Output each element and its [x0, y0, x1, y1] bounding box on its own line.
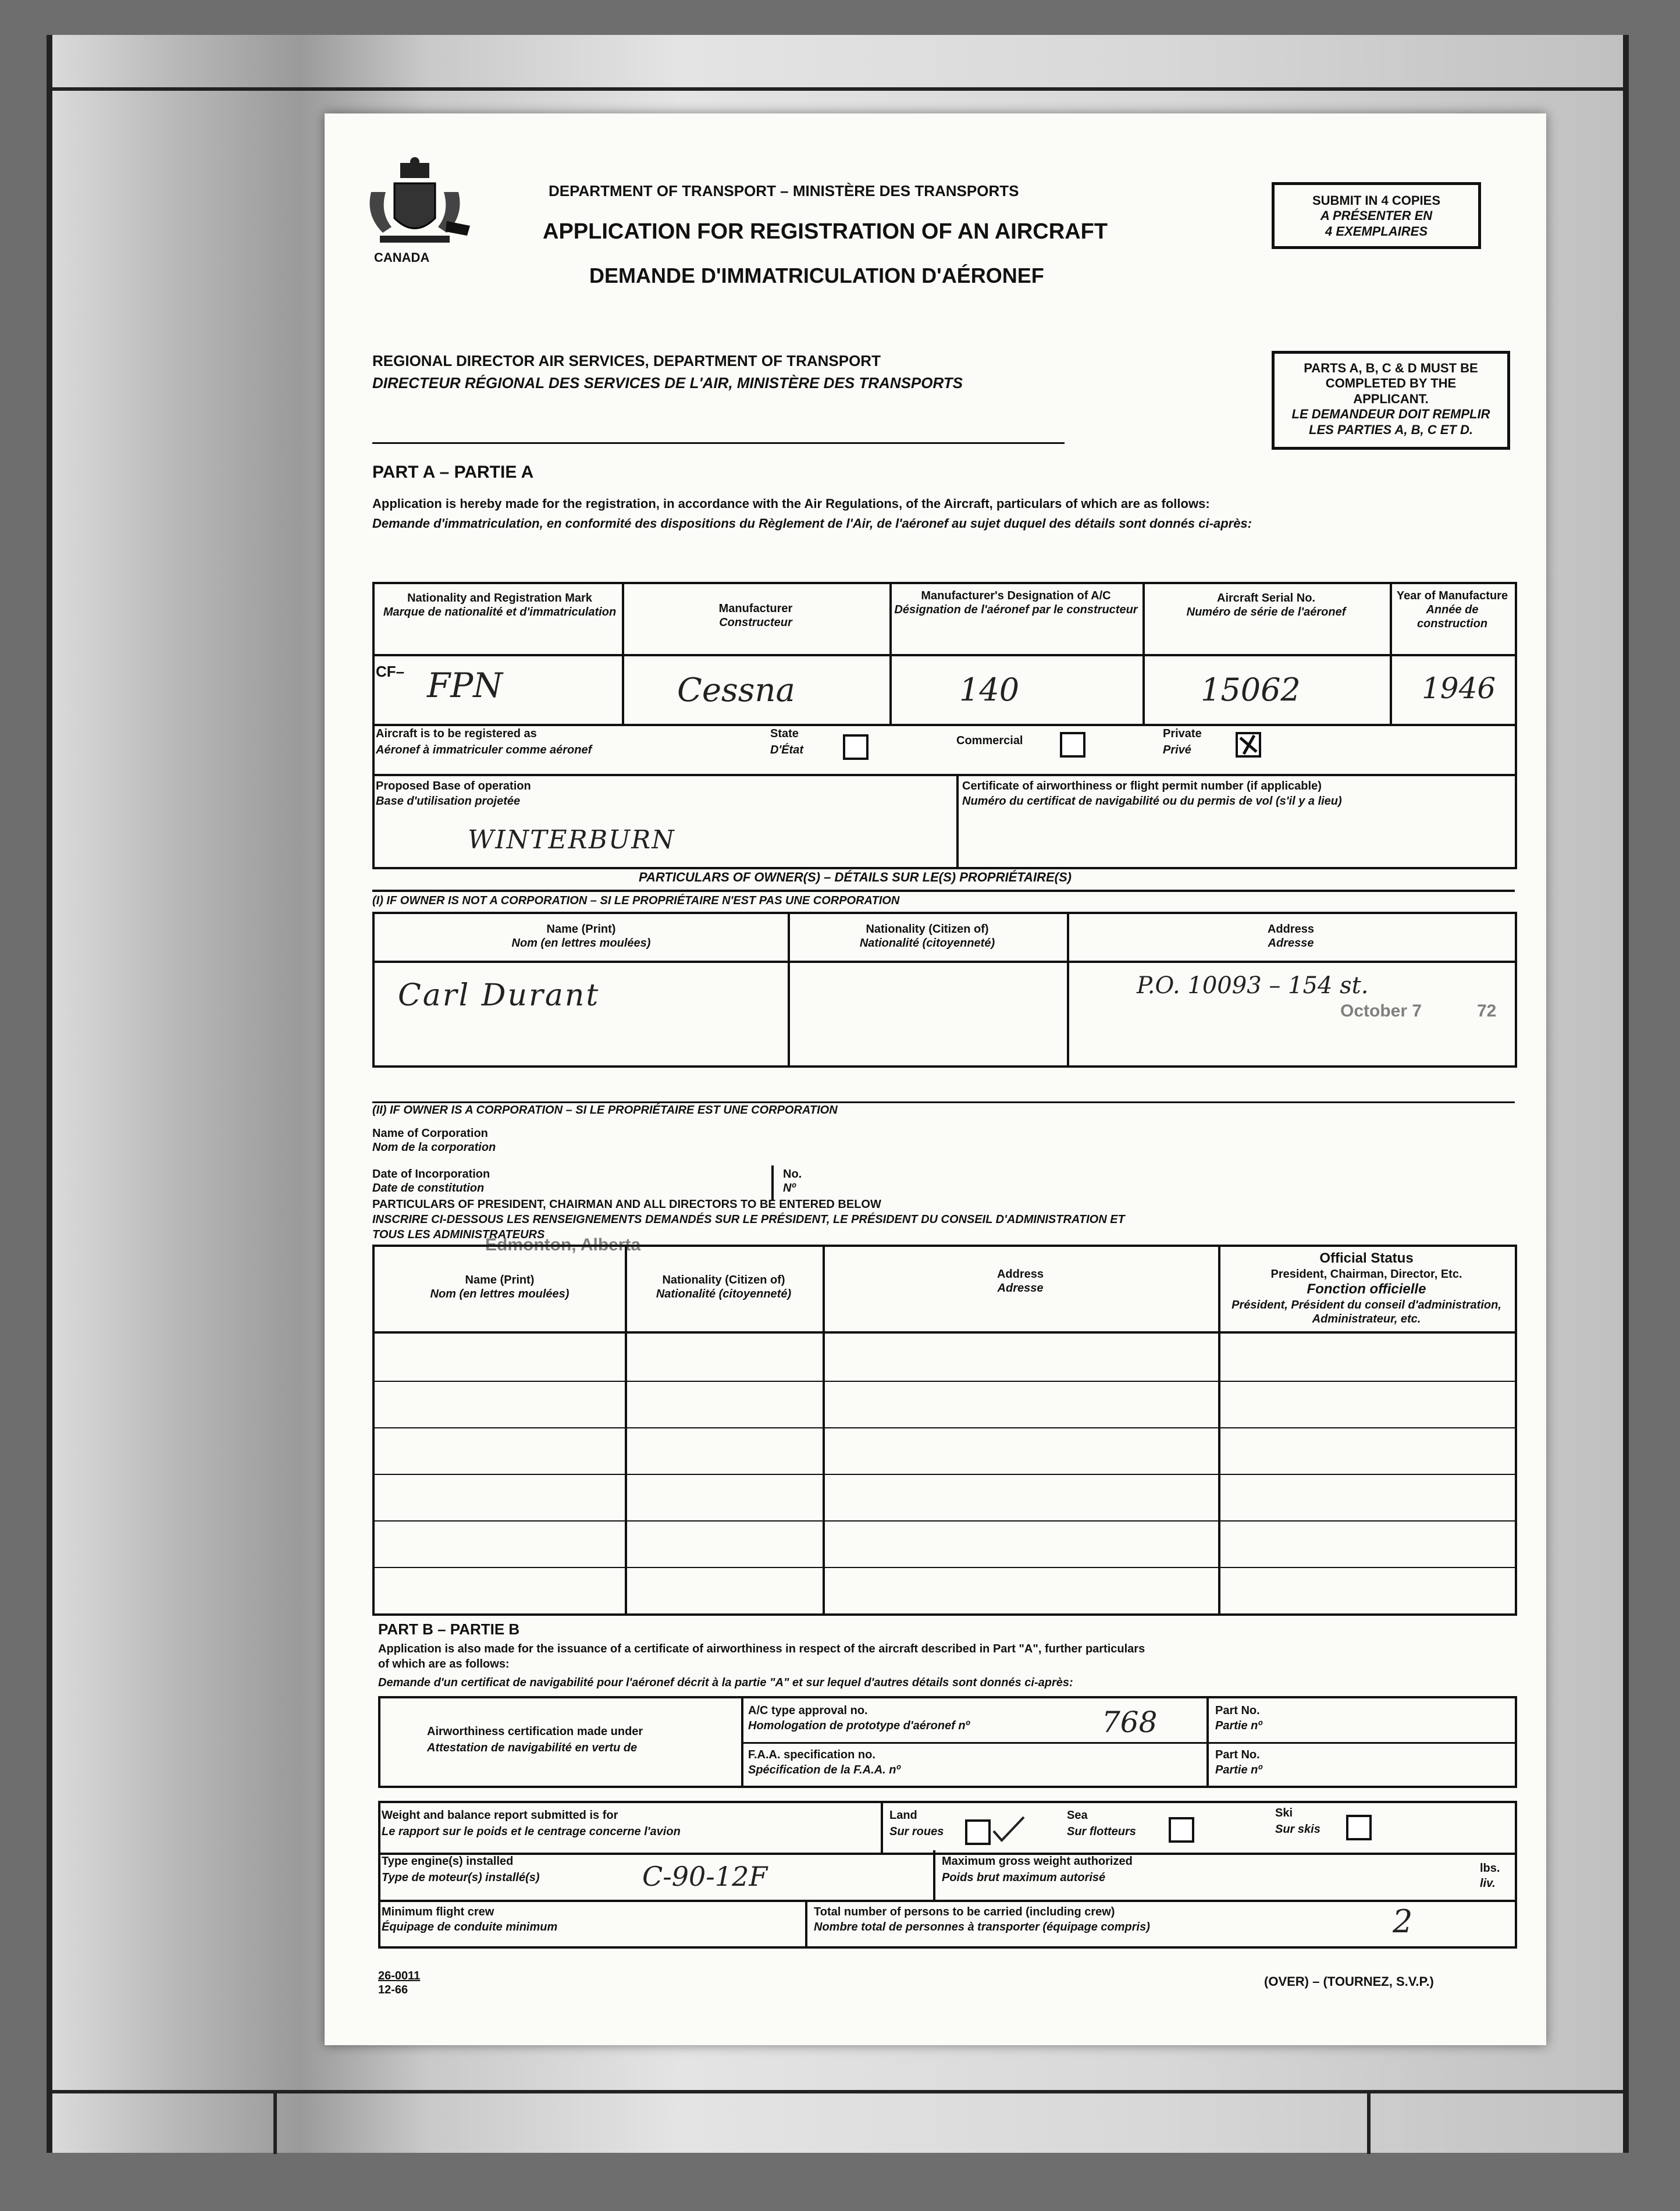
part-no-label-2: Part No. — [1215, 1748, 1260, 1761]
directors-table — [372, 1235, 1517, 1616]
corporation-rule — [372, 1101, 1515, 1103]
no-label-fr: Nº — [783, 1182, 796, 1195]
owner-address-head: Address Adresse — [1267, 923, 1315, 950]
incorporation-label-en: Date of Incorporation — [372, 1168, 490, 1181]
regional-director-en: REGIONAL DIRECTOR AIR SERVICES, DEPARTMENT OF TRANSPORT — [372, 352, 881, 369]
state-label: State — [770, 727, 799, 740]
wb-label-en: Weight and balance report submitted is for — [382, 1809, 618, 1822]
not-corporation-heading: (I) IF OWNER IS NOT A CORPORATION – SI LE PROPRIÉTAIRE N'EST PAS UNE CORPORATION — [372, 894, 900, 907]
parts-line-5: LES PARTIES A, B, C ET D. — [1309, 422, 1473, 437]
film-divider-a — [273, 2090, 277, 2154]
part-no-label-fr-1: Partie nº — [1215, 1719, 1262, 1732]
engine-value[interactable]: C-90-12F — [642, 1861, 768, 1892]
form-title-fr: DEMANDE D'IMMATRICULATION D'AÉRONEF — [589, 264, 1044, 287]
base-certificate-row — [372, 774, 1517, 869]
col-head-registration: Nationality and Registration Mark Marque de nationalité et d'immatriculation — [383, 592, 617, 618]
owners-heading: PARTICULARS OF OWNER(S) – DÉTAILS SUR LE(S) PROPRIÉTAIRE(S) — [639, 870, 1072, 884]
film-frame-right — [1623, 35, 1629, 2153]
mgw-label-fr: Poids brut maximum autorisé — [942, 1871, 1106, 1884]
faa-label: F.A.A. specification no. — [748, 1748, 875, 1761]
submit-line-3: 4 EXEMPLAIRES — [1325, 223, 1428, 239]
mgw-label-en: Maximum gross weight authorized — [942, 1855, 1133, 1868]
owner-address-value[interactable]: P.O. 10093 – 154 st. — [1137, 972, 1369, 999]
private-label-fr: Privé — [1163, 744, 1191, 756]
lbs-label: lbs. — [1480, 1862, 1500, 1875]
form-date: 12-66 — [378, 1983, 408, 1996]
registered-as-label-fr: Aéronef à immatriculer comme aéronef — [376, 744, 592, 756]
form-title-en: APPLICATION FOR REGISTRATION OF AN AIRCRAFT — [543, 219, 1108, 244]
commercial-checkbox[interactable] — [1060, 732, 1085, 758]
film-frame-left — [47, 35, 52, 2153]
directors-heading-fr-2: TOUS LES ADMINISTRATEURS — [372, 1228, 545, 1241]
part-b-heading: PART B – PARTIE B — [378, 1620, 520, 1638]
engine-label-en: Type engine(s) installed — [382, 1855, 514, 1868]
col-head-year: Year of Manufacture Année de construction — [1396, 589, 1508, 630]
base-label-en: Proposed Base of operation — [376, 780, 531, 792]
weight-balance-row — [378, 1801, 1517, 1855]
corp-name-label-en: Name of Corporation — [372, 1127, 488, 1140]
manufacturer-value[interactable]: Cessna — [677, 671, 795, 709]
part-b-intro-en-2: of which are as follows: — [378, 1658, 510, 1670]
canada-label: CANADA — [374, 250, 430, 265]
canada-coat-of-arms-logo — [360, 157, 476, 271]
directors-heading-fr-1: INSCRIRE CI-DESSOUS LES RENSEIGNEMENTS DEMANDÉS SUR LE PRÉSIDENT, LE PRÉSIDENT DU CONSEIL D'ADMINISTRATION ET — [372, 1213, 1125, 1226]
state-checkbox[interactable] — [843, 734, 869, 760]
director-address-head: Address Adresse — [996, 1268, 1044, 1295]
crew-label-en: Minimum flight crew — [382, 1906, 494, 1918]
parts-line-4: LE DEMANDEUR DOIT REMPLIR — [1291, 407, 1490, 422]
col-head-serial: Aircraft Serial No. Numéro de série de l'aéronef — [1186, 592, 1346, 618]
col-head-designation: Manufacturer's Designation of A/C Désignation de l'aéronef par le constructeur — [894, 589, 1138, 616]
corp-name-label-fr: Nom de la corporation — [372, 1141, 496, 1154]
year-value[interactable]: 1946 — [1422, 671, 1496, 705]
parts-line-1: PARTS A, B, C & D MUST BE — [1304, 361, 1478, 375]
corporation-heading: (II) IF OWNER IS A CORPORATION – SI LE PROPRIÉTAIRE EST UNE CORPORATION — [372, 1104, 838, 1117]
land-checkbox[interactable] — [965, 1819, 991, 1845]
form-number: 26-0011 — [378, 1970, 421, 1982]
film-frame-top — [47, 87, 1629, 91]
part-b-intro-en-1: Application is also made for the issuance of a certificate of airworthiness in respect of the aircraft described in Part "A", further particulars — [378, 1643, 1145, 1655]
sea-label-fr: Sur flotteurs — [1067, 1825, 1136, 1838]
film-frame-bottom — [47, 2090, 1629, 2093]
wb-label-fr: Le rapport sur le poids et le centrage concerne l'avion — [382, 1825, 681, 1838]
registered-as-row — [372, 721, 1517, 776]
sea-label: Sea — [1067, 1809, 1088, 1822]
sea-checkbox[interactable] — [1169, 1817, 1194, 1843]
stamp-edmonton: Edmonton, Alberta — [485, 1235, 641, 1254]
ski-checkbox[interactable] — [1346, 1815, 1372, 1840]
director-name-head: Name (Print) Nom (en lettres moulées) — [430, 1274, 570, 1300]
parts-required-box — [1272, 351, 1510, 450]
no-label: No. — [783, 1168, 802, 1181]
persons-label-fr: Nombre total de personnes à transporter (équipage compris) — [814, 1921, 1150, 1933]
land-label: Land — [889, 1809, 917, 1822]
part-b-intro-fr: Demande d'un certificat de navigabilité pour l'aéronef décrit à la partie "A" et sur lequel d'autres détails sont donnés ci-après: — [378, 1676, 1073, 1689]
over-note: (OVER) – (TOURNEZ, S.V.P.) — [1264, 1974, 1434, 1989]
engine-label-fr: Type de moteur(s) installé(s) — [382, 1871, 540, 1884]
certificate-label-en: Certificate of airworthiness or flight permit number (if applicable) — [962, 780, 1322, 792]
land-checkmark-icon — [991, 1815, 1026, 1844]
type-approval-label: A/C type approval no. — [748, 1704, 868, 1717]
commercial-label: Commercial — [956, 734, 1023, 747]
crew-label-fr: Équipage de conduite minimum — [382, 1921, 558, 1933]
airworthiness-table — [378, 1696, 1517, 1788]
ski-label: Ski — [1275, 1807, 1293, 1819]
submit-line-1: SUBMIT IN 4 COPIES — [1312, 193, 1441, 208]
designation-value[interactable]: 140 — [959, 671, 1020, 708]
owner-name-head: Name (Print) Nom (en lettres moulées) — [511, 923, 651, 950]
serial-value[interactable]: 15062 — [1201, 671, 1301, 708]
checkmark-icon — [1238, 734, 1259, 755]
type-approval-label-fr: Homologation de prototype d'aéronef nº — [748, 1719, 970, 1732]
registration-mark-value[interactable]: FPN — [427, 666, 503, 705]
engine-row — [378, 1850, 1517, 1902]
base-value[interactable]: WINTERBURN — [468, 825, 675, 855]
private-label: Private — [1163, 727, 1202, 740]
owner-name-value[interactable]: Carl Durant — [398, 978, 600, 1013]
parts-line-2: COMPLETED BY THE — [1325, 376, 1457, 391]
regional-director-fr: DIRECTEUR RÉGIONAL DES SERVICES DE L'AIR, MINISTÈRE DES TRANSPORTS — [372, 374, 963, 392]
parts-line-3: APPLICANT. — [1353, 391, 1429, 406]
certificate-label-fr: Numéro du certificat de navigabilité ou du permis de vol (s'il y a lieu) — [962, 795, 1342, 808]
directors-heading-en: PARTICULARS OF PRESIDENT, CHAIRMAN AND ALL DIRECTORS TO BE ENTERED BELOW — [372, 1198, 881, 1211]
part-a-intro-en: Application is hereby made for the registration, in accordance with the Air Regulations, of the Aircraft, particulars of which are as follows: — [372, 496, 1210, 511]
aw-label-fr: Attestation de navigabilité en vertu de — [427, 1741, 638, 1754]
private-checkbox[interactable] — [1236, 732, 1261, 758]
director-status-head: Official Status President, Chairman, Director, Etc. Fonction officielle Président, Président du conseil d'administration, Administrateur, etc. — [1231, 1250, 1501, 1325]
corp-divider — [771, 1165, 774, 1200]
type-approval-value[interactable]: 768 — [1102, 1705, 1158, 1739]
crew-row — [378, 1900, 1517, 1949]
liv-label: liv. — [1480, 1877, 1496, 1890]
submit-copies-box — [1272, 182, 1481, 249]
film-divider-b — [1367, 2090, 1371, 2154]
registered-as-label-en: Aircraft is to be registered as — [376, 727, 537, 740]
persons-value[interactable]: 2 — [1393, 1903, 1413, 1940]
stamp-october: October 7 — [1340, 1001, 1422, 1021]
submit-line-2: A PRÉSENTER EN — [1320, 208, 1433, 223]
owner-table — [372, 912, 1517, 1068]
part-a-intro-fr: Demande d'immatriculation, en conformité des dispositions du Règlement de l'Air, de l'aéronef au sujet duquel des détails sont donnés ci-après: — [372, 516, 1252, 531]
state-label-fr: D'État — [770, 744, 803, 756]
director-nationality-head: Nationality (Citizen of) Nationalité (citoyenneté) — [656, 1274, 792, 1300]
base-label-fr: Base d'utilisation projetée — [376, 795, 521, 808]
ski-label-fr: Sur skis — [1275, 1823, 1320, 1836]
department-line: DEPARTMENT OF TRANSPORT – MINISTÈRE DES TRANSPORTS — [549, 182, 1019, 200]
regional-address-line — [372, 442, 1065, 444]
form-page — [325, 113, 1546, 2045]
land-label-fr: Sur roues — [889, 1825, 944, 1838]
registration-prefix: CF– — [376, 663, 405, 680]
owners-heading-rule — [372, 890, 1515, 892]
incorporation-label-fr: Date de constitution — [372, 1182, 485, 1195]
stamp-year: 72 — [1477, 1001, 1497, 1021]
aircraft-table — [372, 582, 1517, 726]
owner-nationality-head: Nationality (Citizen of) Nationalité (citoyenneté) — [859, 923, 995, 950]
part-no-label-1: Part No. — [1215, 1704, 1260, 1717]
aw-label-en: Airworthiness certification made under — [427, 1725, 643, 1738]
faa-label-fr: Spécification de la F.A.A. nº — [748, 1764, 900, 1776]
persons-label-en: Total number of persons to be carried (including crew) — [814, 1906, 1115, 1918]
part-no-label-fr-2: Partie nº — [1215, 1764, 1262, 1776]
col-head-manufacturer: Manufacturer Constructeur — [718, 602, 793, 629]
part-a-heading: PART A – PARTIE A — [372, 463, 534, 482]
